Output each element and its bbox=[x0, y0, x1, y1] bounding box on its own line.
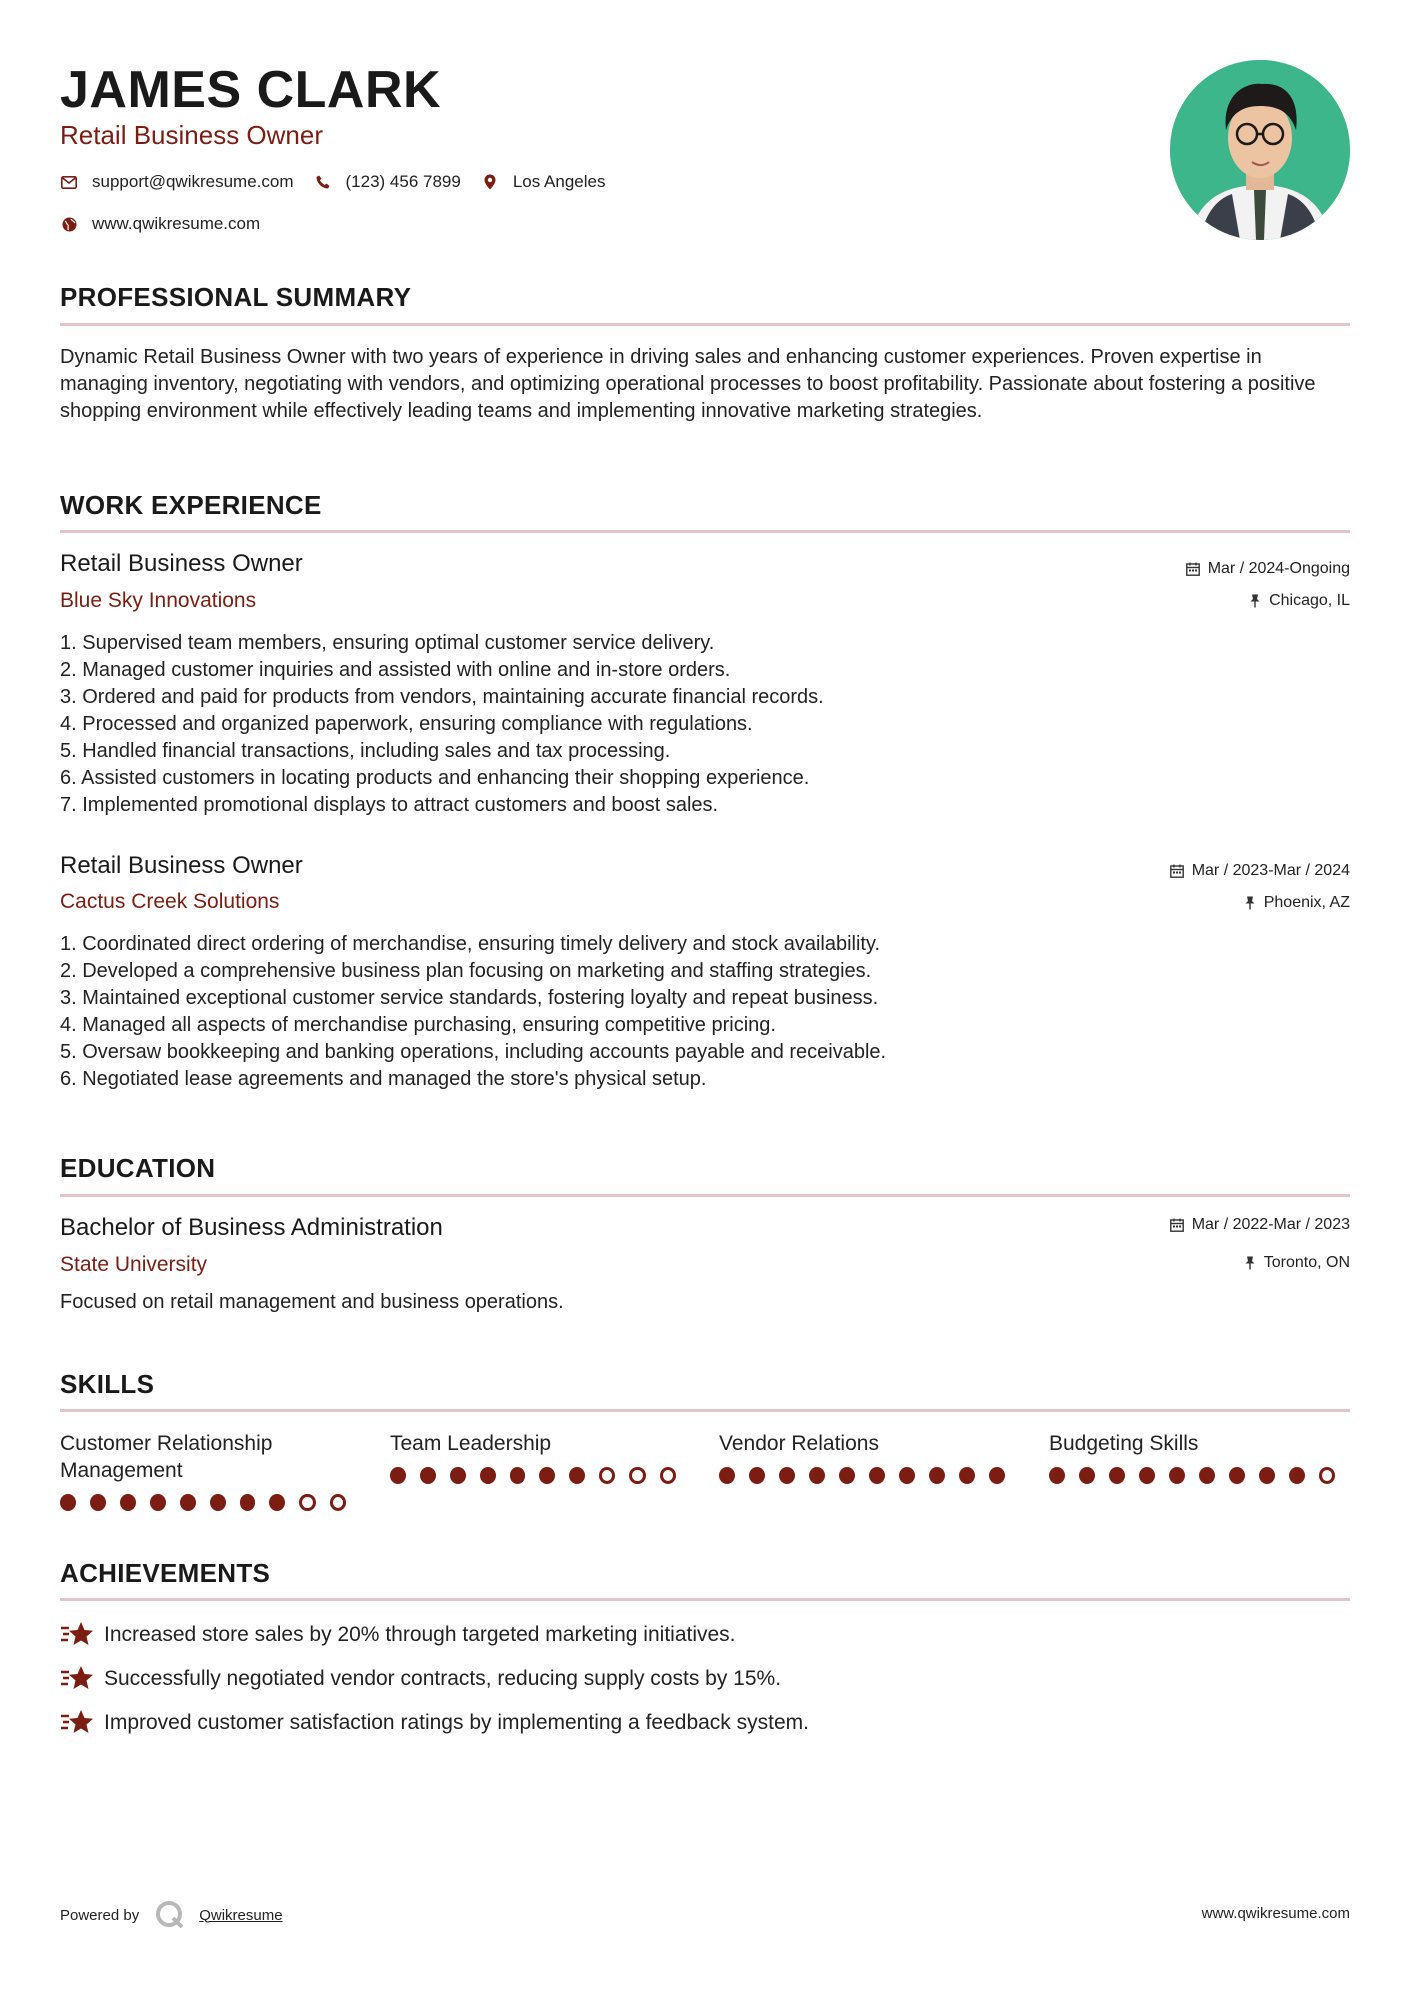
phone-icon bbox=[314, 173, 332, 191]
section-title-summary: PROFESSIONAL SUMMARY bbox=[60, 282, 412, 312]
rating-dot-filled bbox=[1049, 1467, 1065, 1484]
job-dates bbox=[1186, 560, 1350, 578]
rating-dot-filled bbox=[510, 1467, 526, 1484]
section-divider bbox=[60, 530, 1350, 533]
summary-text: Dynamic Retail Business Owner with two years of experience in driving sales and enhancing customer experiences. Proven expertise in managing inventory, negotiating with vendors, and optimizing operational processes to boost profitability. Passionate about fostering a positive shopping environment while effectively leading teams and implementing innovative marketing strategies. bbox=[60, 346, 1316, 422]
rating-dot-filled bbox=[959, 1467, 975, 1484]
section-title-experience: WORK EXPERIENCE bbox=[60, 490, 322, 520]
website-link[interactable]: www.qwikresume.com bbox=[92, 214, 261, 233]
list-item: 5. Handled financial transactions, including sales and tax processing. bbox=[60, 740, 671, 762]
achievement-item bbox=[60, 1620, 736, 1650]
rating-dot-empty bbox=[660, 1467, 676, 1484]
qwikresume-logo-icon bbox=[155, 1900, 185, 1930]
skill-item bbox=[1049, 1430, 1349, 1484]
rating-dot-filled bbox=[719, 1467, 735, 1484]
rating-dot-filled bbox=[150, 1494, 166, 1511]
skill-rating bbox=[719, 1467, 1019, 1484]
job-location-text: Chicago, IL bbox=[1269, 592, 1350, 609]
phone-text: (123) 456 7899 bbox=[345, 172, 461, 191]
rating-dot-filled bbox=[420, 1467, 436, 1484]
powered-by-label: Powered by bbox=[60, 1906, 140, 1924]
skill-name: Budgeting Skills bbox=[1049, 1432, 1199, 1455]
list-item: 1. Coordinated direct ordering of merchandise, ensuring timely delivery and stock availability. bbox=[60, 933, 881, 955]
rating-dot-filled bbox=[1139, 1467, 1155, 1484]
calendar-icon bbox=[1186, 562, 1200, 576]
pushpin-icon bbox=[1249, 594, 1261, 608]
section-title-achievements: ACHIEVEMENTS bbox=[60, 1558, 271, 1588]
skill-name: Team Leadership bbox=[390, 1432, 552, 1455]
section-title-skills: SKILLS bbox=[60, 1369, 155, 1399]
rating-dot-filled bbox=[240, 1494, 256, 1511]
rating-dot-filled bbox=[180, 1494, 196, 1511]
section-divider bbox=[60, 1194, 1350, 1197]
job-location bbox=[1249, 592, 1350, 610]
skill-rating bbox=[60, 1494, 360, 1511]
rating-dot-empty bbox=[1319, 1467, 1335, 1484]
rating-dot-empty bbox=[599, 1467, 615, 1484]
rating-dot-filled bbox=[90, 1494, 106, 1511]
list-item: 3. Maintained exceptional customer service standards, fostering loyalty and repeat business. bbox=[60, 987, 879, 1009]
footer-website-link[interactable]: www.qwikresume.com bbox=[1201, 1905, 1350, 1922]
section-title-education: EDUCATION bbox=[60, 1153, 216, 1183]
rating-dot-filled bbox=[539, 1467, 555, 1484]
footer-powered-by bbox=[60, 1900, 283, 1930]
location-text: Los Angeles bbox=[512, 172, 606, 191]
job-title: Retail Business Owner bbox=[60, 550, 303, 577]
education-dates bbox=[1170, 1216, 1350, 1234]
rating-dot-filled bbox=[989, 1467, 1005, 1484]
rating-dot-filled bbox=[120, 1494, 136, 1511]
star-award-icon bbox=[60, 1664, 94, 1694]
rating-dot-filled bbox=[1289, 1467, 1305, 1484]
pushpin-icon bbox=[1244, 1256, 1256, 1270]
section-divider bbox=[60, 1598, 1350, 1601]
education-dates-text: Mar / 2022-Mar / 2023 bbox=[1191, 1216, 1350, 1233]
rating-dot-filled bbox=[269, 1494, 285, 1511]
email-icon bbox=[60, 173, 78, 191]
rating-dot-filled bbox=[839, 1467, 855, 1484]
list-item: 2. Developed a comprehensive business plan focusing on marketing and staffing strategies. bbox=[60, 960, 872, 982]
achievement-text: Increased store sales by 20% through targeted marketing initiatives. bbox=[104, 1623, 736, 1646]
section-divider bbox=[60, 323, 1350, 326]
job-location bbox=[1244, 894, 1350, 912]
section-divider bbox=[60, 1409, 1350, 1412]
rating-dot-empty bbox=[629, 1467, 645, 1484]
rating-dot-filled bbox=[60, 1494, 76, 1511]
list-item: 3. Ordered and paid for products from vendors, maintaining accurate financial records. bbox=[60, 686, 824, 708]
rating-dot-filled bbox=[569, 1467, 585, 1484]
calendar-icon bbox=[1170, 1218, 1184, 1232]
rating-dot-filled bbox=[869, 1467, 885, 1484]
list-item: 6. Assisted customers in locating products and enhancing their shopping experience. bbox=[60, 767, 810, 789]
rating-dot-filled bbox=[480, 1467, 496, 1484]
calendar-icon bbox=[1170, 864, 1184, 878]
rating-dot-filled bbox=[929, 1467, 945, 1484]
rating-dot-filled bbox=[390, 1467, 406, 1484]
list-item: 4. Managed all aspects of merchandise purchasing, ensuring competitive pricing. bbox=[60, 1014, 776, 1036]
achievement-item bbox=[60, 1664, 781, 1694]
rating-dot-filled bbox=[809, 1467, 825, 1484]
job-company: Blue Sky Innovations bbox=[60, 589, 257, 612]
rating-dot-filled bbox=[1259, 1467, 1275, 1484]
candidate-title: Retail Business Owner bbox=[60, 120, 323, 150]
rating-dot-empty bbox=[330, 1494, 346, 1511]
list-item: 4. Processed and organized paperwork, ensuring compliance with regulations. bbox=[60, 713, 753, 735]
job-responsibilities bbox=[60, 630, 824, 819]
qwikresume-link[interactable]: Qwikresume bbox=[199, 1906, 283, 1924]
rating-dot-filled bbox=[1079, 1467, 1095, 1484]
resume-page bbox=[60, 0, 1350, 1990]
achievement-item bbox=[60, 1708, 809, 1738]
candidate-name: JAMES CLARK bbox=[60, 61, 442, 119]
pushpin-icon bbox=[1244, 896, 1256, 910]
list-item: 2. Managed customer inquiries and assisted with online and in-store orders. bbox=[60, 659, 731, 681]
rating-dot-filled bbox=[749, 1467, 765, 1484]
skill-item bbox=[390, 1430, 690, 1484]
achievement-text: Improved customer satisfaction ratings by implementing a feedback system. bbox=[104, 1711, 809, 1734]
email-link[interactable]: support@qwikresume.com bbox=[92, 172, 294, 191]
rating-dot-filled bbox=[1169, 1467, 1185, 1484]
list-item: 6. Negotiated lease agreements and managed the store's physical setup. bbox=[60, 1068, 707, 1090]
skill-item bbox=[60, 1430, 360, 1511]
rating-dot-filled bbox=[1199, 1467, 1215, 1484]
star-award-icon bbox=[60, 1620, 94, 1650]
list-item: 5. Oversaw bookkeeping and banking operations, including accounts payable and receivable. bbox=[60, 1041, 887, 1063]
location-pin-icon bbox=[481, 173, 499, 191]
education-location bbox=[1244, 1254, 1350, 1272]
job-title: Retail Business Owner bbox=[60, 852, 303, 879]
contact-row-primary bbox=[60, 172, 625, 192]
list-item: 7. Implemented promotional displays to attract customers and boost sales. bbox=[60, 794, 719, 816]
skill-item bbox=[719, 1430, 1019, 1484]
achievement-text: Successfully negotiated vendor contracts, reducing supply costs by 15%. bbox=[104, 1667, 782, 1690]
rating-dot-filled bbox=[450, 1467, 466, 1484]
rating-dot-filled bbox=[899, 1467, 915, 1484]
skill-rating bbox=[1049, 1467, 1349, 1484]
job-dates-text: Mar / 2024-Ongoing bbox=[1207, 560, 1350, 577]
skill-name: Customer Relationship Management bbox=[60, 1432, 273, 1482]
education-description: Focused on retail management and business operations. bbox=[60, 1291, 564, 1313]
rating-dot-filled bbox=[1109, 1467, 1125, 1484]
rating-dot-filled bbox=[1229, 1467, 1245, 1484]
job-location-text: Phoenix, AZ bbox=[1263, 894, 1350, 911]
profile-photo bbox=[1170, 60, 1350, 240]
job-responsibilities bbox=[60, 931, 886, 1093]
job-dates-text: Mar / 2023-Mar / 2024 bbox=[1191, 862, 1350, 879]
job-company: Cactus Creek Solutions bbox=[60, 890, 280, 913]
skill-rating bbox=[390, 1467, 690, 1484]
globe-icon bbox=[60, 215, 78, 233]
contact-row-secondary bbox=[60, 214, 280, 234]
education-school: State University bbox=[60, 1253, 208, 1276]
rating-dot-empty bbox=[299, 1494, 315, 1511]
rating-dot-filled bbox=[210, 1494, 226, 1511]
job-dates bbox=[1170, 862, 1350, 880]
list-item: 1. Supervised team members, ensuring optimal customer service delivery. bbox=[60, 632, 715, 654]
education-location-text: Toronto, ON bbox=[1263, 1254, 1350, 1271]
rating-dot-filled bbox=[779, 1467, 795, 1484]
education-degree: Bachelor of Business Administration bbox=[60, 1214, 443, 1241]
star-award-icon bbox=[60, 1708, 94, 1738]
skill-name: Vendor Relations bbox=[719, 1432, 879, 1455]
